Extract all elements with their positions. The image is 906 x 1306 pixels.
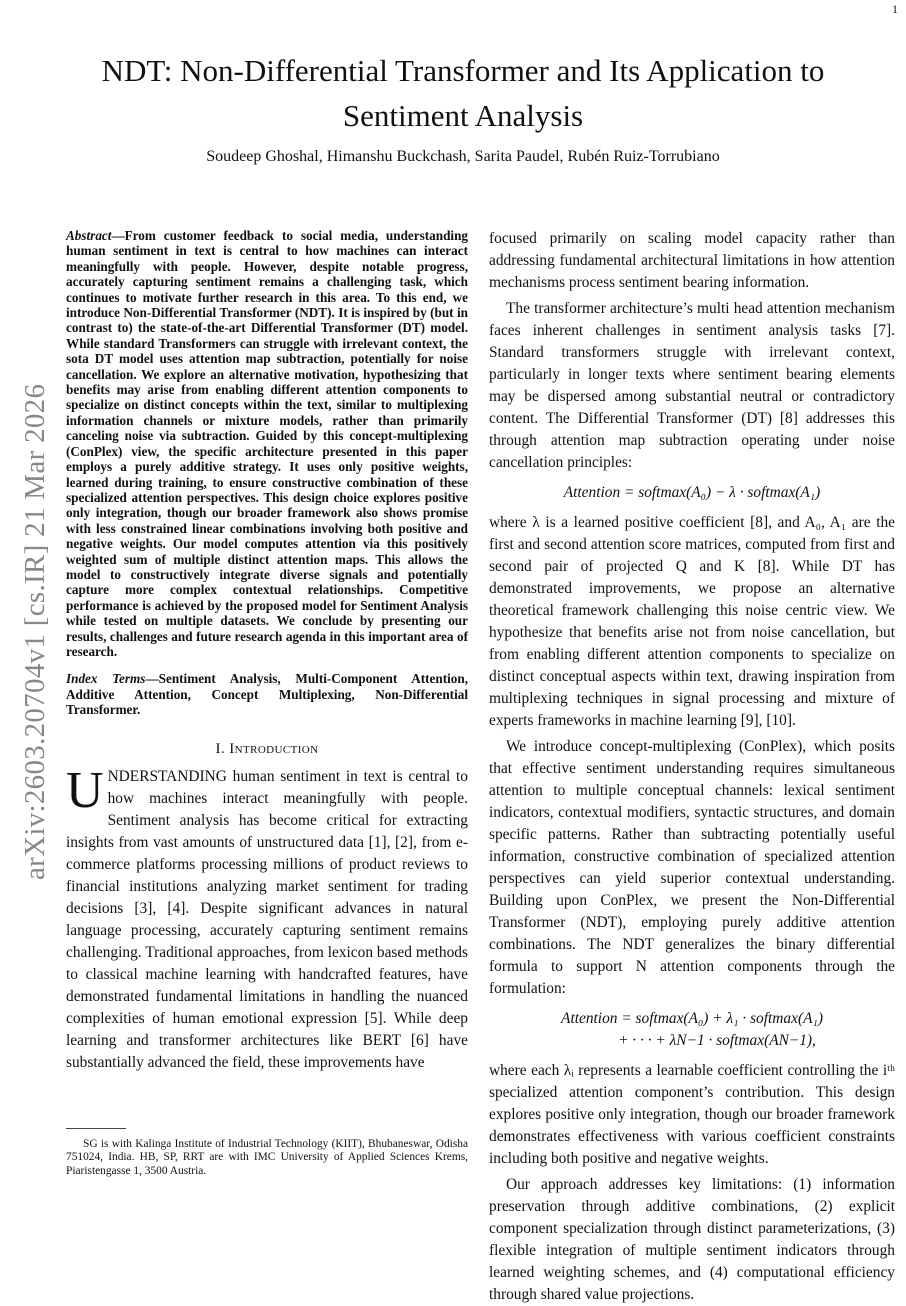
arxiv-identifier: arXiv:2603.20704v1 [cs.IR] 21 Mar 2026 [19, 383, 51, 880]
equation-differential-attention: Attention = softmax(A₀) − λ · softmax(A₁) [563, 484, 821, 501]
intro-paragraph-3: where λ is a learned positive coefficient [8], and A₀, A₁ are the first and second attention score matrices, computed from first and second pair of projected Q and K [8]. While DT has demonstrated improvements, we propose an alternative theoretical framework challenging this noise centric view. We hypothesize that benefits arise not from noise cancellation, but from enabling different attention components to specialize on distinct conceptual aspects within text, drawing inspiration from multiplexing techniques in signal processing and mixture of experts frameworks in machine learning [9], [10]. [489, 514, 895, 729]
page-number: 1 [892, 2, 898, 16]
equation-additive-attention-line-2: + · · · + λN−1 · softmax(AN−1), [618, 1032, 816, 1049]
abstract [66, 228, 468, 659]
section-heading-introduction: I. Introduction [215, 740, 319, 757]
intro-paragraph-2: The transformer architecture’s multi head attention mechanism faces inherent challenges in sentiment analysis tasks [7]. Standard transformers struggle with irrelevant context, particularly in longer texts where sentiment bearing elements may be dispersed among substantial neutral or contradictory content. The Differential Transformer (DT) [8] addresses this through attention map subtraction operating under noise cancellation principles: [489, 300, 895, 471]
abstract-text: —From customer feedback to social media, understanding human sentiment in text is central to how machines can interact meaningfully with people. However, despite notable progress, accurately capturing sentiment remains a challenging task, which continues to motivate further research in this area. To this end, we introduce Non-Differential Transformer (NDT). It is inspired by (but in contrast to) the state-of-the-art Differential Transformer (DT) model. While standard Transformers can struggle with irrelevant context, the sota DT model uses attention map subtraction, potentially for noise cancellation. We explore an alternative motivation, hypothesizing that benefits may arise from enabling different attention components to specialize on distinct concepts within the text, similar to multiplexing information channels or mixture models, rather than primarily canceling noise via subtraction. Guided by this concept-multiplexing (ConPlex) view, the specific architecture presented in this paper employs a purely additive strategy. It uses only positive weights, learned during training, to ensure constructive combination of these specialized attention perspectives. This design choice explores positive only integration, though our broader framework also shows promise with less constrained linear combinations involving both positive and negative weights. Our model computes attention via this positively weighted sum of multiple distinct attention maps. This allows the model to constructively integrate diverse signals and potentially capture more complex contextual relationships. Competitive performance is achieved by the proposed model for Sentiment Analysis while tested on multiple datasets. We conclude by presenting our results, challenges and future research agenda in this important area of research. [66, 228, 468, 659]
left-column [66, 228, 468, 1074]
intro-paragraph-1-text: human sentiment in text is central to how machines interact meaningfully with people. Sentiment analysis has become critical for extracting insights from vast amounts of unstructured data [1], [2], from e-commerce platforms processing millions of product reviews to financial institutions analyzing market sentiment for trading decisions [3], [4]. Despite significant advances in natural language processing, accurately capturing sentiment remains challenging. Traditional approaches, from lexicon based methods to classical machine learning with handcrafted features, have demonstrated fundamental limitations in handling the nuanced complexities of human emotional expression [5]. While deep learning and transformer architectures like BERT [6] have substantially advanced the field, these improvements have [66, 767, 468, 1071]
abstract-label: Abstract [66, 228, 112, 243]
affiliation-footnote: SG is with Kalinga Institute of Industrial Technology (KIIT), Bhubaneswar, Odisha 751024, India. HB, SP, RRT are with IMC University of Applied Sciences Krems, Piaristengasse 1, 3500 Austria. [66, 1138, 468, 1177]
paper-title: NDT: Non-Differential Transformer and Its Application to Sentiment Analysis [101, 53, 825, 133]
intro-paragraph-4: We introduce concept-multiplexing (ConPlex), which posits that effective sentiment understanding requires simultaneous attention to multiple conceptual channels: lexical sentiment indicators, contextual modifiers, syntactic structures, and domain specific patterns. Rather than subtracting potentially useful information, constructive combination of specialized attention perspectives can yield superior contextual understanding. Building upon ConPlex, we present the Non-Differential Transformer (NDT), employing purely additive attention combinations. The NDT generalizes the binary differential formula to support N attention components through the formulation: [489, 738, 895, 997]
author-list: Soudeep Ghoshal, Himanshu Buckchash, Sarita Paudel, Rubén Ruiz-Torrubiano [206, 148, 720, 165]
right-column [489, 228, 895, 1306]
drop-cap: U [66, 761, 104, 819]
lead-word: NDERSTANDING [107, 767, 227, 785]
equation-additive-attention-line-1: Attention = softmax(A₀) + λ₁ · softmax(A₁) [561, 1010, 823, 1027]
intro-paragraph-1 [66, 761, 468, 1074]
intro-paragraph-6: Our approach addresses key limitations: (1) information preservation through additive combinations, (2) explicit component specialization through distinct parameterizations, (3) flexible integration of multiple sentiment indicators through learned weighting schemes, and (4) computational efficiency through shared value projections. [489, 1176, 895, 1303]
intro-paragraph-5: where each λᵢ represents a learnable coefficient controlling the iᵗʰ specialized attention component’s contribution. This design explores positive only integration, though our broader framework demonstrates effectiveness with various coefficient constraints including both positive and negative weights. [489, 1062, 895, 1167]
index-terms [66, 671, 468, 717]
index-terms-label: Index Terms [66, 671, 146, 687]
intro-paragraph-1-continued: focused primarily on scaling model capacity rather than addressing fundamental architectural limitations in how attention mechanisms process sentiment bearing information. [489, 230, 895, 291]
index-terms-text: —Sentiment Analysis, Multi-Component Attention, Additive Attention, Concept Multiplexing, Non-Differential Transformer. [66, 671, 468, 718]
footnote-rule [66, 1128, 126, 1129]
